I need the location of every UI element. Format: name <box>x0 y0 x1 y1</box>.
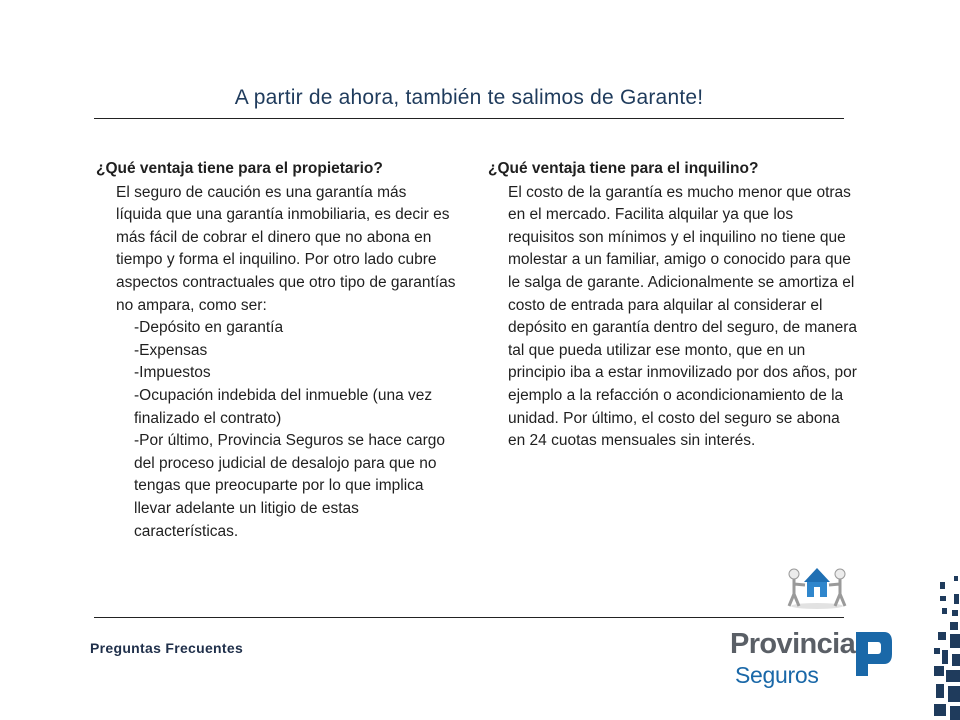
list-item: -Depósito en garantía <box>134 319 284 337</box>
slide-title: A partir de ahora, también te salimos de Garante! <box>234 86 704 109</box>
list-item: -Expensas <box>134 341 208 359</box>
top-divider <box>94 118 844 119</box>
footer-label: Preguntas Frecuentes <box>90 640 244 656</box>
logo-sub-text: Seguros <box>735 662 819 688</box>
list-item: -Por último, Provincia Seguros se hace cargo del proceso judicial de desalojo para que no tengas que preocuparte por lo que implica llevar adelante un litigio de estas características. <box>134 432 446 540</box>
logo-brand-text: Provincia <box>730 628 856 660</box>
owner-question: ¿Qué ventaja tiene para el propietario? <box>96 160 383 177</box>
tenant-answer: El costo de la garantía es mucho menor que otras en el mercado. Facilita alquilar ya que los requisitos son mínimos y el inquilino no tiene que molestar a un familiar, amigo o conocido para que le salga de garante. Adicionalmente se amortiza el costo de entrada para alquilar al considerar el depósito en garantía dentro del seguro, de manera tal que pueda utilizar ese monto, que en un principio iba a estar inmovilizado por dos años, por ejemplo a la refacción o acondicionamiento de la unidad. Por último, el costo del seguro se abona en 24 cuotas mensuales sin interés. <box>508 183 857 450</box>
tenant-column <box>488 158 860 453</box>
bottom-divider <box>94 617 844 618</box>
list-item: -Impuestos <box>134 364 211 382</box>
owner-coverage-list <box>96 317 456 543</box>
pixel-pattern-decoration <box>920 570 960 720</box>
provincia-seguros-logo <box>730 620 900 690</box>
house-carriers-icon <box>784 560 850 610</box>
list-item: -Ocupación indebida del inmueble (una vez finalizado el contrato) <box>134 386 433 427</box>
tenant-question: ¿Qué ventaja tiene para el inquilino? <box>488 160 759 177</box>
owner-answer: El seguro de caución es una garantía más líquida que una garantía inmobiliaria, es decir es más fácil de cobrar el dinero que no abona en tiempo y forma el inquilino. Por otro lado cubre aspectos contractuales que otro tipo de garantías no ampara, como ser: <box>116 183 456 314</box>
owner-column <box>96 158 456 543</box>
provincia-p-icon <box>852 630 894 678</box>
